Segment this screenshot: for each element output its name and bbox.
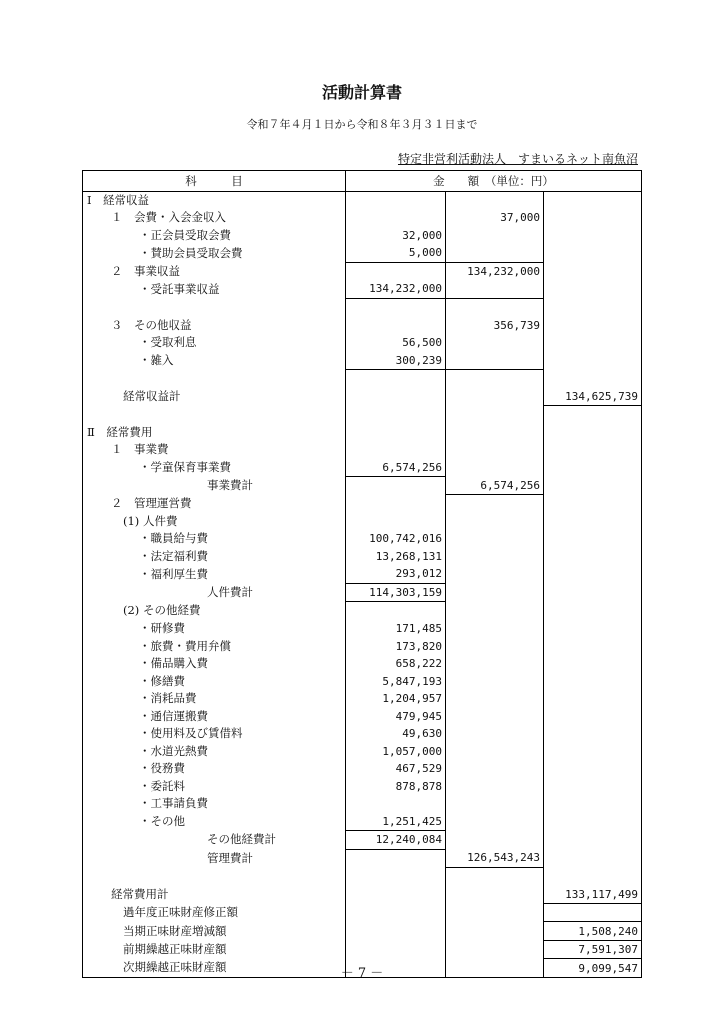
row-subtotal-amount — [446, 565, 544, 583]
row-label: 経常費用計 — [83, 885, 346, 903]
row-subtotal-amount — [446, 760, 544, 778]
row-label: ・委託料 — [83, 778, 346, 796]
row-label: Ⅱ 経常費用 — [83, 423, 346, 441]
row-total-amount — [544, 530, 642, 548]
row-subtotal-amount — [446, 369, 544, 387]
row-detail-amount: 49,630 — [346, 725, 446, 743]
row-subtotal-amount — [446, 602, 544, 620]
row-label: ・研修費 — [83, 620, 346, 638]
table-row — [83, 813, 642, 831]
row-label — [83, 867, 346, 885]
row-detail-amount: 114,303,159 — [346, 583, 446, 602]
row-detail-amount: 878,878 — [346, 778, 446, 796]
row-detail-amount — [346, 262, 446, 280]
row-total-amount — [544, 690, 642, 708]
row-label: ・職員給与費 — [83, 530, 346, 548]
row-total-amount — [544, 316, 642, 334]
row-total-amount — [544, 602, 642, 620]
row-subtotal-amount — [446, 298, 544, 316]
table-row — [83, 620, 642, 638]
row-detail-amount: 1,204,957 — [346, 690, 446, 708]
row-subtotal-amount: 37,000 — [446, 209, 544, 227]
row-total-amount: 7,591,307 — [544, 940, 642, 959]
row-total-amount — [544, 405, 642, 423]
row-total-amount: 9,099,547 — [578, 961, 638, 975]
row-total-amount — [544, 831, 642, 850]
table-row — [83, 637, 642, 655]
row-label: ・受取利息 — [83, 334, 346, 352]
row-subtotal-amount — [446, 885, 544, 903]
row-subtotal-amount — [446, 743, 544, 761]
table-row — [83, 922, 642, 941]
table-row — [83, 280, 642, 298]
table-row — [83, 849, 642, 867]
row-label — [83, 298, 346, 316]
row-label: ・消耗品費 — [83, 690, 346, 708]
row-detail-amount: 300,239 — [346, 351, 446, 369]
row-label: ・雑入 — [83, 351, 346, 369]
row-total-amount — [544, 441, 642, 459]
row-subtotal-amount — [446, 334, 544, 352]
row-label — [83, 369, 346, 387]
row-total-amount — [544, 707, 642, 725]
row-detail-amount: 467,529 — [346, 760, 446, 778]
row-total-amount — [544, 849, 642, 867]
row-total-amount — [544, 495, 642, 513]
row-detail-amount — [346, 387, 446, 405]
row-total-amount — [544, 262, 642, 280]
activity-statement-table — [82, 170, 642, 978]
row-total-amount: 133,117,499 — [544, 885, 642, 903]
row-label: Ⅰ 経常収益 — [83, 191, 346, 209]
table-row — [83, 262, 642, 280]
row-total-amount — [544, 548, 642, 566]
table-row — [83, 423, 642, 441]
row-detail-amount: 13,268,131 — [346, 548, 446, 566]
row-subtotal-amount — [446, 280, 544, 298]
row-detail-amount: 1,251,425 — [346, 813, 446, 831]
row-total-amount — [544, 867, 642, 885]
row-subtotal-amount — [446, 867, 544, 885]
table-row — [83, 743, 642, 761]
row-label: その他経費計 — [83, 831, 346, 850]
row-subtotal-amount — [446, 903, 544, 922]
row-detail-amount: 479,945 — [346, 707, 446, 725]
row-label: ・水道光熱費 — [83, 743, 346, 761]
table-row — [83, 778, 642, 796]
row-subtotal-amount — [446, 940, 544, 959]
row-detail-amount: 100,742,016 — [346, 530, 446, 548]
table-row — [83, 548, 642, 566]
row-subtotal-amount — [446, 244, 544, 262]
row-total-amount — [544, 227, 642, 245]
row-total-amount — [544, 672, 642, 690]
row-label: 当期正味財産増減額 — [83, 922, 346, 941]
table-row — [83, 298, 642, 316]
row-label: 次期繰越正味財産額 — [83, 959, 346, 978]
table-row — [83, 477, 642, 495]
page-number: － 7 － — [340, 966, 384, 981]
row-label — [83, 405, 346, 423]
row-subtotal-amount — [446, 831, 544, 850]
row-total-amount — [544, 244, 642, 262]
row-subtotal-amount — [446, 707, 544, 725]
row-detail-amount: 1,057,000 — [346, 743, 446, 761]
row-label: １ 事業費 — [83, 441, 346, 459]
row-total-amount: 1,508,240 — [544, 922, 642, 941]
table-row — [83, 441, 642, 459]
table-row — [83, 760, 642, 778]
row-detail-amount — [346, 795, 446, 813]
row-detail-amount — [346, 940, 446, 959]
row-subtotal-amount — [446, 513, 544, 531]
row-total-amount — [544, 620, 642, 638]
row-label: ・その他 — [83, 813, 346, 831]
row-subtotal-amount — [446, 672, 544, 690]
row-label: ２ 管理運営費 — [83, 495, 346, 513]
row-detail-amount: 56,500 — [346, 334, 446, 352]
row-detail-amount — [346, 495, 446, 513]
row-detail-amount: 12,240,084 — [346, 831, 446, 850]
row-subtotal-amount — [446, 227, 544, 245]
table-row — [83, 244, 642, 262]
row-subtotal-amount — [446, 922, 544, 941]
row-subtotal-amount — [446, 441, 544, 459]
table-row — [83, 795, 642, 813]
row-total-amount: 134,625,739 — [544, 387, 642, 405]
row-detail-amount: 173,820 — [346, 637, 446, 655]
row-label: ・役務費 — [83, 760, 346, 778]
table-row — [83, 940, 642, 959]
row-detail-amount — [346, 849, 446, 867]
row-detail-amount — [346, 405, 446, 423]
table-row — [83, 209, 642, 227]
row-detail-amount — [346, 602, 446, 620]
row-label: ・通信運搬費 — [83, 707, 346, 725]
row-total-amount — [544, 298, 642, 316]
row-label: 管理費計 — [83, 849, 346, 867]
row-label: (2) その他経費 — [83, 602, 346, 620]
row-subtotal-amount — [446, 405, 544, 423]
row-detail-amount — [346, 885, 446, 903]
row-total-amount — [544, 423, 642, 441]
row-label: ・福利厚生費 — [83, 565, 346, 583]
row-total-amount — [544, 334, 642, 352]
row-detail-amount — [346, 441, 446, 459]
row-total-amount — [544, 778, 642, 796]
row-detail-amount — [346, 922, 446, 941]
row-label: ・工事請負費 — [83, 795, 346, 813]
table-row — [83, 867, 642, 885]
table-body — [83, 191, 642, 977]
row-subtotal-amount — [446, 423, 544, 441]
row-subtotal-amount — [446, 620, 544, 638]
organization-name: 特定非営利活動法人 すまいるネット南魚沼 — [397, 152, 638, 166]
row-subtotal-amount — [446, 495, 544, 513]
row-subtotal-amount — [446, 548, 544, 566]
row-total-amount — [544, 795, 642, 813]
table-row — [83, 565, 642, 583]
row-detail-amount — [346, 209, 446, 227]
row-subtotal-amount — [446, 191, 544, 209]
row-total-amount — [544, 565, 642, 583]
table-row — [83, 707, 642, 725]
table-row — [83, 530, 642, 548]
row-total-amount — [544, 209, 642, 227]
fiscal-period: 令和７年４月１日から令和８年３月３１日まで — [246, 118, 478, 131]
row-detail-amount: 6,574,256 — [346, 459, 446, 477]
row-subtotal-amount — [446, 655, 544, 673]
table-row — [83, 831, 642, 850]
row-total-amount — [544, 191, 642, 209]
row-detail-amount — [346, 513, 446, 531]
table-row — [83, 227, 642, 245]
row-label: 過年度正味財産修正額 — [83, 903, 346, 922]
row-subtotal-amount — [446, 690, 544, 708]
row-subtotal-amount: 6,574,256 — [446, 477, 544, 495]
table-row — [83, 725, 642, 743]
row-total-amount — [544, 583, 642, 602]
row-detail-amount: 5,847,193 — [346, 672, 446, 690]
header-subject: 科 目 — [83, 171, 346, 192]
row-label: ・正会員受取会費 — [83, 227, 346, 245]
row-detail-amount — [346, 903, 446, 922]
table-row — [83, 405, 642, 423]
row-total-amount — [544, 903, 642, 922]
row-label: 人件費計 — [83, 583, 346, 602]
row-detail-amount: 134,232,000 — [346, 280, 446, 298]
row-subtotal-amount — [446, 351, 544, 369]
row-detail-amount — [346, 423, 446, 441]
row-detail-amount: 32,000 — [346, 227, 446, 245]
table-row — [83, 334, 642, 352]
row-subtotal-amount: 126,543,243 — [446, 849, 544, 867]
row-subtotal-amount: 356,739 — [446, 316, 544, 334]
row-label: １ 会費・入会金収入 — [83, 209, 346, 227]
table-row — [83, 316, 642, 334]
table-row — [83, 655, 642, 673]
row-total-amount — [544, 369, 642, 387]
header-amount: 金 額 （単位：円） — [346, 171, 642, 192]
row-subtotal-amount — [446, 387, 544, 405]
row-label: ・使用料及び賃借料 — [83, 725, 346, 743]
row-detail-amount — [346, 316, 446, 334]
table-row — [83, 602, 642, 620]
row-label: ・賛助会員受取会費 — [83, 244, 346, 262]
row-detail-amount — [346, 369, 446, 387]
table-row — [83, 672, 642, 690]
row-label: ・受託事業収益 — [83, 280, 346, 298]
row-label: (1) 人件費 — [83, 513, 346, 531]
row-total-amount — [544, 477, 642, 495]
row-subtotal-amount — [446, 725, 544, 743]
row-subtotal-amount — [446, 583, 544, 602]
row-detail-amount: 658,222 — [346, 655, 446, 673]
row-detail-amount — [346, 298, 446, 316]
table-row — [83, 903, 642, 922]
row-label: ・法定福利費 — [83, 548, 346, 566]
row-detail-amount: 5,000 — [346, 244, 446, 262]
row-detail-amount — [346, 867, 446, 885]
table-row — [83, 513, 642, 531]
row-label: ・備品購入費 — [83, 655, 346, 673]
row-label: ・旅費・費用弁償 — [83, 637, 346, 655]
row-detail-amount: 171,485 — [346, 620, 446, 638]
row-label: ３ その他収益 — [83, 316, 346, 334]
row-subtotal-amount — [446, 778, 544, 796]
row-label: 経常収益計 — [83, 387, 346, 405]
row-detail-amount: 293,012 — [346, 565, 446, 583]
row-total-amount — [544, 513, 642, 531]
row-subtotal-amount — [446, 813, 544, 831]
table-row — [83, 885, 642, 903]
row-total-amount — [544, 760, 642, 778]
row-detail-amount — [346, 477, 446, 495]
row-subtotal-amount — [446, 459, 544, 477]
row-subtotal-amount — [446, 795, 544, 813]
row-detail-amount — [346, 191, 446, 209]
table-row — [83, 459, 642, 477]
row-subtotal-amount — [446, 637, 544, 655]
row-total-amount — [544, 280, 642, 298]
row-label: 事業費計 — [83, 477, 346, 495]
row-subtotal-amount: 134,232,000 — [446, 262, 544, 280]
table-row — [83, 387, 642, 405]
table-row — [83, 369, 642, 387]
row-label: ・修繕費 — [83, 672, 346, 690]
row-label: 前期繰越正味財産額 — [83, 940, 346, 959]
row-total-amount — [544, 637, 642, 655]
row-total-amount — [544, 743, 642, 761]
row-total-amount — [544, 351, 642, 369]
row-subtotal-amount — [446, 530, 544, 548]
row-total-amount — [544, 813, 642, 831]
row-total-amount — [544, 725, 642, 743]
row-total-amount — [544, 459, 642, 477]
table-row — [83, 583, 642, 602]
table-row — [83, 351, 642, 369]
row-total-amount — [544, 655, 642, 673]
table-row — [83, 495, 642, 513]
row-label: ・学童保育事業費 — [83, 459, 346, 477]
table-row — [83, 191, 642, 209]
document-title: 活動計算書 — [321, 83, 402, 102]
row-label: ２ 事業収益 — [83, 262, 346, 280]
table-header-row — [83, 171, 642, 192]
table-row — [83, 690, 642, 708]
